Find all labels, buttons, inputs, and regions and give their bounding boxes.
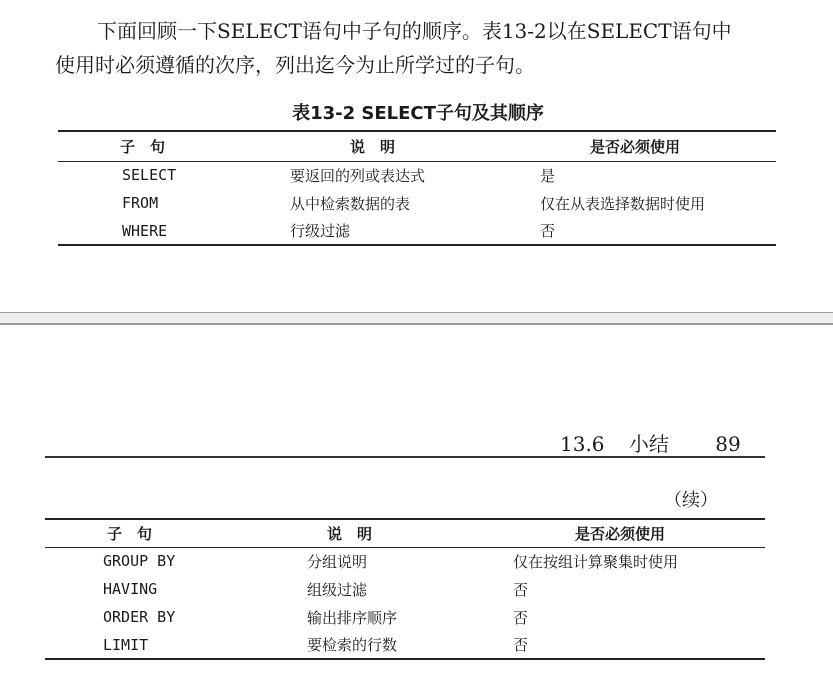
table-header-row (45, 519, 765, 547)
intro-paragraph (55, 14, 795, 82)
cell-clause: GROUP BY (103, 552, 176, 571)
table-caption: 表13-2 SELECT子句及其顺序 (292, 103, 544, 124)
header-clause: 子 句 (107, 524, 153, 543)
table-row (58, 217, 776, 245)
cell-required: 否 (540, 222, 556, 240)
intro-line-1: 下面回顾一下SELECT语句中子句的顺序。表13-2以在SELECT语句中 (97, 19, 732, 43)
table-row (45, 575, 765, 603)
cell-required: 否 (513, 608, 529, 627)
cell-description: 行级过滤 (290, 222, 351, 240)
table-row (45, 631, 765, 659)
cell-required: 仅在从表选择数据时使用 (540, 194, 706, 213)
cell-clause: LIMIT (103, 635, 149, 654)
clause-table-1 (58, 130, 776, 246)
table-header-row (58, 131, 776, 161)
cell-clause: WHERE (122, 221, 168, 240)
cell-description: 组级过滤 (307, 580, 368, 599)
clause-table-2 (45, 518, 765, 660)
page-divider (0, 312, 833, 325)
cell-description: 要返回的列或表达式 (290, 166, 426, 185)
table-row (58, 161, 776, 189)
continued-label: （续） (664, 490, 718, 511)
cell-required: 否 (513, 636, 529, 654)
section-number: 13.6 (560, 432, 605, 456)
header-clause: 子 句 (120, 137, 166, 156)
table-row (45, 547, 765, 575)
cell-clause: HAVING (103, 580, 158, 598)
header-rule (45, 456, 765, 458)
header-description: 说 明 (350, 137, 396, 156)
section-title: 小结 (628, 432, 669, 456)
header-required: 是否必须使用 (590, 137, 681, 156)
table-row (45, 603, 765, 631)
cell-required: 是 (540, 166, 556, 185)
cell-clause: ORDER BY (103, 608, 176, 626)
page-number: 89 (715, 432, 741, 456)
cell-description: 从中检索数据的表 (290, 194, 411, 213)
cell-description: 输出排序顺序 (307, 608, 398, 627)
cell-required: 仅在按组计算聚集时使用 (513, 552, 679, 571)
cell-description: 分组说明 (307, 552, 368, 571)
table-row (58, 189, 776, 217)
intro-line-2: 使用时必须遵循的次序，列出迄今为止所学过的子句。 (55, 53, 535, 77)
cell-clause: SELECT (122, 166, 177, 185)
cell-clause: FROM (122, 194, 159, 212)
running-header (560, 428, 741, 457)
header-description: 说 明 (327, 524, 373, 543)
cell-required: 否 (513, 580, 529, 599)
header-required: 是否必须使用 (575, 524, 666, 543)
cell-description: 要检索的行数 (307, 636, 398, 654)
